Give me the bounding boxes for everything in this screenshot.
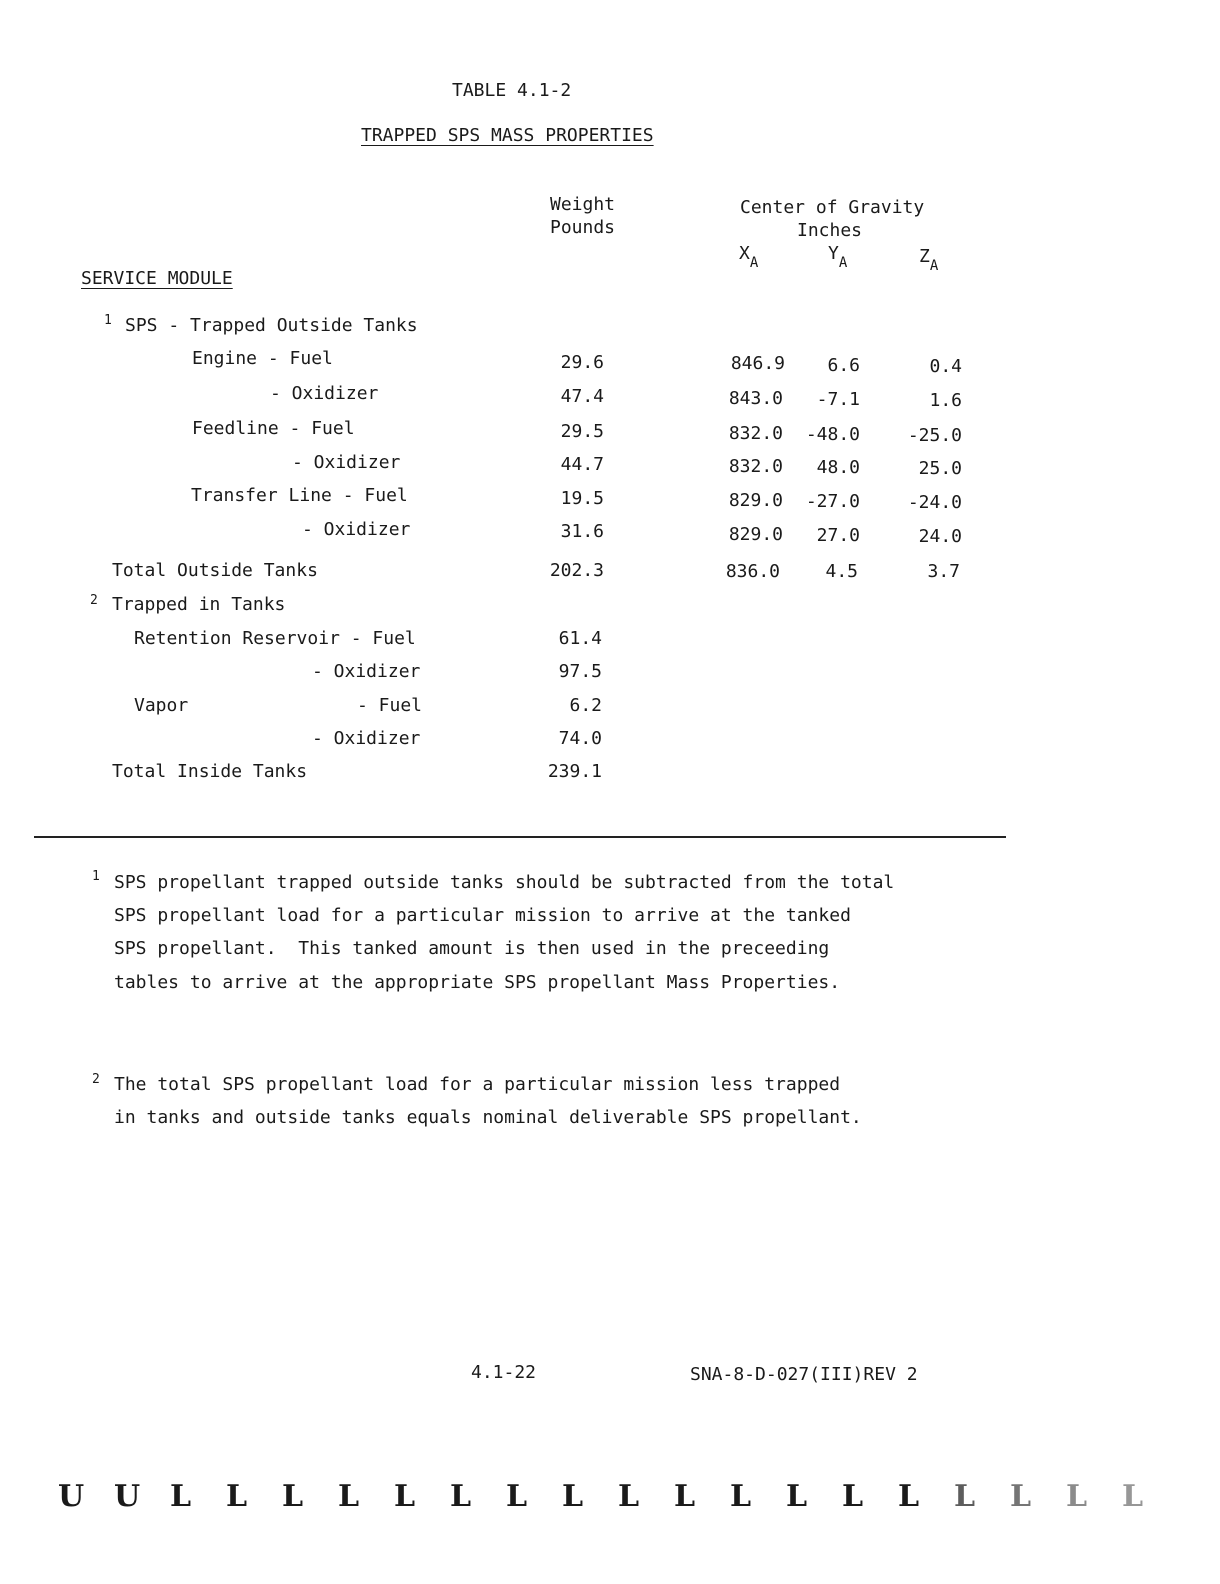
y-value: 6.6: [827, 355, 860, 376]
scan-mark: L: [170, 1479, 192, 1514]
row-label: - Oxidizer: [292, 452, 401, 473]
footnote2-line: The total SPS propellant load for a particular mission less trapped: [114, 1074, 841, 1095]
scan-mark: U: [58, 1479, 85, 1514]
total-inside-label: Total Inside Tanks: [112, 761, 308, 782]
weight-value: 6.2: [569, 695, 602, 716]
x-axis-header: $X_A$: [739, 243, 759, 271]
row-label: - Oxidizer: [312, 728, 421, 749]
total-outside-weight: 202.3: [549, 560, 604, 581]
weight-value: 31.6: [560, 521, 604, 542]
total-outside-y: 4.5: [825, 561, 858, 582]
weight-value: 61.4: [558, 628, 602, 649]
scan-mark: L: [618, 1479, 640, 1514]
scan-mark: L: [506, 1479, 528, 1514]
cg-header-2: Inches: [797, 220, 863, 241]
row-label: Feedline - Fuel: [192, 418, 355, 439]
row-label: - Oxidizer: [270, 383, 379, 404]
z-value: 25.0: [918, 458, 962, 479]
row-label: - Oxidizer: [302, 519, 411, 540]
scan-mark: L: [786, 1479, 808, 1514]
x-value: 843.0: [728, 388, 783, 409]
scan-mark: U: [114, 1479, 141, 1514]
scan-mark: L: [674, 1479, 696, 1514]
group2-label: Trapped in Tanks: [112, 594, 286, 615]
row-label: - Oxidizer: [312, 661, 421, 682]
total-outside-label: Total Outside Tanks: [112, 560, 318, 581]
group1-label: SPS - Trapped Outside Tanks: [125, 315, 418, 336]
footnote1-line: SPS propellant. This tanked amount is then used in the preceeding: [114, 938, 830, 959]
scan-mark: L: [394, 1479, 416, 1514]
weight-header-1: Weight: [550, 194, 616, 215]
x-value: 832.0: [728, 423, 783, 444]
section-label: SERVICE MODULE: [81, 268, 233, 289]
footnote-divider: [34, 836, 1006, 838]
x-value: 846.9: [730, 353, 785, 374]
scan-mark: L: [1010, 1479, 1032, 1514]
total-inside-weight: 239.1: [547, 761, 602, 782]
table-title: TRAPPED SPS MASS PROPERTIES: [361, 125, 654, 146]
footnote1-line: SPS propellant load for a particular mission to arrive at the tanked: [114, 905, 851, 926]
z-value: 24.0: [918, 526, 962, 547]
footnote1-line: SPS propellant trapped outside tanks should be subtracted from the total: [114, 872, 895, 893]
footnote2-line: in tanks and outside tanks equals nominal deliverable SPS propellant.: [114, 1107, 862, 1128]
scan-mark: L: [1066, 1479, 1088, 1514]
x-value: 832.0: [728, 456, 783, 477]
scan-mark: L: [954, 1479, 976, 1514]
weight-value: 29.6: [560, 352, 604, 373]
document-number: SNA-8-D-027(III)REV 2: [690, 1364, 918, 1385]
weight-value: 74.0: [558, 728, 602, 749]
y-value: -48.0: [805, 424, 860, 445]
weight-value: 97.5: [558, 661, 602, 682]
y-value: 48.0: [816, 457, 860, 478]
x-value: 829.0: [728, 490, 783, 511]
scan-mark: L: [730, 1479, 752, 1514]
scan-mark: L: [562, 1479, 584, 1514]
footnote2-mark: 2: [92, 1072, 100, 1087]
page-number: 4.1-22: [471, 1362, 537, 1383]
group1-note: 1: [104, 313, 112, 328]
y-axis-header: $Y_A$: [828, 243, 848, 271]
table-number: TABLE 4.1-2: [452, 80, 572, 101]
y-value: -7.1: [816, 389, 860, 410]
row-label: - Fuel: [357, 695, 423, 716]
scan-mark: L: [338, 1479, 360, 1514]
scan-mark: L: [226, 1479, 248, 1514]
x-value: 829.0: [728, 524, 783, 545]
weight-value: 29.5: [560, 421, 604, 442]
z-value: -24.0: [907, 492, 962, 513]
row-label: Transfer Line - Fuel: [191, 485, 408, 506]
y-value: 27.0: [816, 525, 860, 546]
row-label: Engine - Fuel: [192, 348, 333, 369]
total-outside-z: 3.7: [927, 561, 960, 582]
weight-value: 47.4: [560, 386, 604, 407]
weight-header-2: Pounds: [550, 217, 616, 238]
weight-value: 44.7: [560, 454, 604, 475]
z-value: -25.0: [907, 425, 962, 446]
scan-mark: L: [898, 1479, 920, 1514]
z-value: 1.6: [929, 390, 962, 411]
scan-mark: L: [1122, 1479, 1144, 1514]
scan-mark: L: [282, 1479, 304, 1514]
scan-mark: L: [450, 1479, 472, 1514]
row-label: Vapor: [134, 695, 189, 716]
z-axis-header: $Z_A$: [919, 246, 939, 274]
weight-value: 19.5: [560, 488, 604, 509]
z-value: 0.4: [929, 356, 962, 377]
group2-note: 2: [90, 593, 98, 608]
footnote1-line: tables to arrive at the appropriate SPS propellant Mass Properties.: [114, 972, 841, 993]
cg-header-1: Center of Gravity: [740, 197, 925, 218]
row-label: Retention Reservoir - Fuel: [134, 628, 416, 649]
y-value: -27.0: [805, 491, 860, 512]
scan-mark: L: [842, 1479, 864, 1514]
total-outside-x: 836.0: [725, 561, 780, 582]
footnote1-mark: 1: [92, 869, 100, 884]
